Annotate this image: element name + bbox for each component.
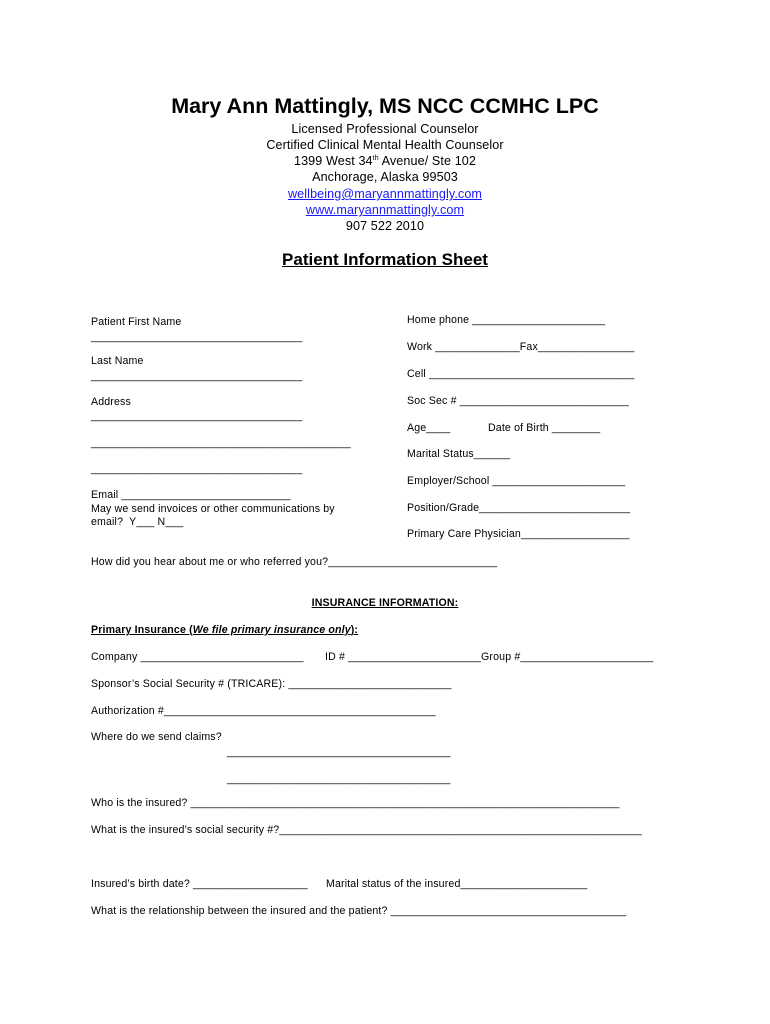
invoices-yes-no[interactable]: email? Y___ N___ [91, 516, 184, 528]
street-address [0, 154, 770, 168]
id-group-field[interactable]: ID # ______________________Group #______________________ [325, 651, 654, 663]
email-field[interactable]: Email ____________________________ [91, 489, 291, 501]
insured-ssn-field[interactable]: What is the insured’s social security #?____________________________________________________________ [91, 824, 642, 836]
street-address-post: Avenue/ Ste 102 [378, 154, 477, 168]
claims-label: Where do we send claims? [91, 731, 222, 743]
insurance-heading: INSURANCE INFORMATION: [311, 597, 459, 609]
address-field-3[interactable]: ___________________________________ [91, 463, 303, 475]
website-link[interactable]: www.maryannmattingly.com [305, 203, 465, 217]
phone-number: 907 522 2010 [345, 219, 425, 233]
dob-field[interactable]: Date of Birth ________ [488, 422, 601, 434]
last-name-label: Last Name [91, 355, 144, 367]
marital-status-field[interactable]: Marital Status______ [407, 448, 511, 460]
first-name-label: Patient First Name [91, 316, 182, 328]
address-label: Address [91, 396, 131, 408]
claims-field-2[interactable]: _____________________________________ [227, 773, 451, 785]
ssn-field[interactable]: Soc Sec # ____________________________ [407, 395, 629, 407]
cell-field[interactable]: Cell __________________________________ [407, 368, 635, 380]
insured-field[interactable]: Who is the insured? _______________________________________________________________________ [91, 797, 620, 809]
address-field-2[interactable]: ___________________________________________ [91, 437, 351, 449]
primary-insurance-heading [91, 624, 358, 636]
invoices-question: May we send invoices or other communications by [91, 503, 335, 515]
age-field[interactable]: Age____ [407, 422, 451, 434]
address-field-1[interactable]: ___________________________________ [91, 410, 303, 422]
employer-field[interactable]: Employer/School ______________________ [407, 475, 626, 487]
authorization-field[interactable]: Authorization #_____________________________________________ [91, 705, 436, 717]
work-fax-field[interactable]: Work ______________Fax________________ [407, 341, 635, 353]
city-state-zip: Anchorage, Alaska 99503 [312, 170, 458, 184]
insured-marital-field[interactable]: Marital status of the insured_____________________ [326, 878, 588, 890]
insured-birth-date-field[interactable]: Insured’s birth date? ___________________ [91, 878, 308, 890]
credential-line-2: Certified Clinical Mental Health Counselor [266, 138, 504, 152]
website-link-row [0, 203, 770, 217]
primary-insurance-end: ): [350, 624, 359, 636]
referral-field[interactable]: How did you hear about me or who referred you?____________________________ [91, 556, 498, 568]
pcp-field[interactable]: Primary Care Physician__________________ [407, 528, 630, 540]
relationship-field[interactable]: What is the relationship between the insured and the patient? _______________________________________ [91, 905, 627, 917]
street-address-sup: th [372, 155, 379, 162]
home-phone-field[interactable]: Home phone ______________________ [407, 314, 606, 326]
street-address-pre: 1399 West 34 [293, 154, 373, 168]
primary-insurance-note: We file primary insurance only [192, 624, 351, 636]
first-name-field[interactable]: ___________________________________ [91, 331, 303, 343]
sponsor-ssn-field[interactable]: Sponsor’s Social Security # (TRICARE): ___________________________ [91, 678, 452, 690]
last-name-field[interactable]: ___________________________________ [91, 370, 303, 382]
practitioner-name: Mary Ann Mattingly, MS NCC CCMHC LPC [171, 94, 599, 118]
company-field[interactable]: Company ___________________________ [91, 651, 304, 663]
claims-field-1[interactable]: _____________________________________ [227, 746, 451, 758]
position-field[interactable]: Position/Grade_________________________ [407, 502, 631, 514]
sheet-title: Patient Information Sheet [282, 250, 488, 269]
credential-line-1: Licensed Professional Counselor [291, 122, 479, 136]
primary-insurance-label: Primary Insurance ( [91, 624, 193, 636]
email-link[interactable]: wellbeing@maryannmattingly.com [287, 187, 483, 201]
email-link-row [0, 187, 770, 201]
